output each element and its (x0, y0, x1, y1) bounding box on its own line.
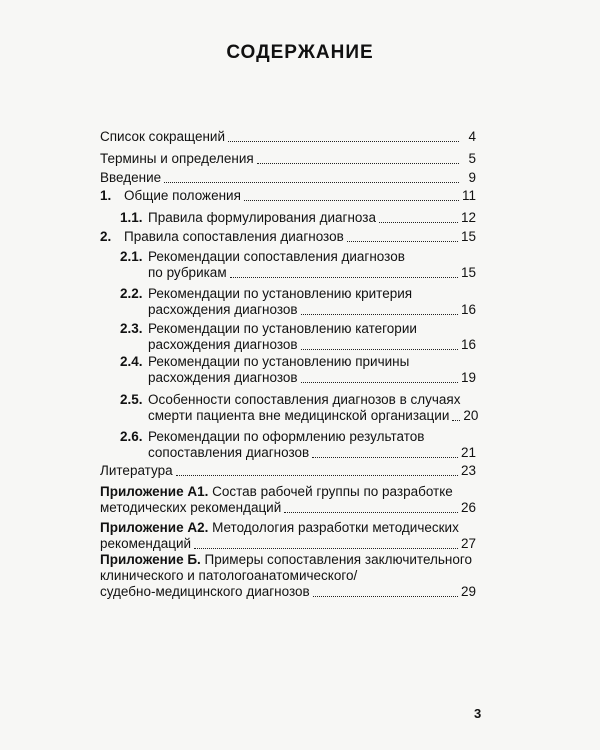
toc-entry-introduction[interactable] (100, 170, 476, 186)
toc-entry-text-continued: сопоставления диагнозов (148, 445, 310, 460)
toc-page-number: 11 (461, 188, 476, 203)
toc-entry-text: Состав рабочей группы по разработке (208, 484, 453, 499)
toc-entry-text-continued: рекомендаций (100, 536, 192, 551)
page-title: СОДЕРЖАНИЕ (226, 42, 374, 63)
toc-entry-text: Рекомендации по установлению категории (148, 321, 417, 336)
toc-entry-literature[interactable] (100, 463, 476, 479)
toc-section-number: 1.1. (120, 210, 143, 225)
toc-section-number: 1. (100, 188, 112, 203)
dot-leader (244, 200, 459, 201)
toc-page-number: 23 (460, 463, 476, 478)
toc-page-number: 4 (468, 129, 476, 144)
dot-leader (164, 182, 459, 183)
toc-entry-text: Рекомендации по установлению причины (148, 354, 410, 369)
toc-page-number: 5 (468, 151, 476, 166)
toc-entry-text: Список сокращений (100, 129, 226, 144)
toc-section-number: 2.2. (120, 286, 143, 301)
dot-leader (228, 141, 459, 142)
toc-entry-section-2-1[interactable] (100, 249, 476, 281)
toc-entry-text: Рекомендации по оформлению результатов (148, 429, 425, 444)
toc-page-number: 27 (460, 536, 476, 551)
toc-entry-text: Рекомендации сопоставления диагнозов (148, 249, 405, 264)
toc-section-number: 2.6. (120, 429, 143, 444)
toc-entry-section-2-4[interactable] (100, 354, 476, 386)
toc-entry-text: Термины и определения (100, 151, 254, 166)
toc-entry-section-2-6[interactable] (100, 429, 476, 461)
toc-page-number: 19 (460, 370, 476, 385)
toc-section-number: 2.4. (120, 354, 143, 369)
toc-entry-text: Правила формулирования диагноза (148, 210, 376, 225)
toc-page-number: 12 (460, 210, 476, 225)
toc-entry-text: Общие положения (124, 188, 241, 203)
toc-entry-section-1[interactable] (100, 188, 476, 204)
toc-page-number: 20 (463, 408, 479, 423)
toc-entry-section-2-5[interactable] (100, 392, 479, 424)
toc-page-number: 29 (460, 584, 476, 599)
dot-leader (284, 512, 458, 513)
toc-section-number: 2.5. (120, 392, 143, 407)
dot-leader (347, 241, 458, 242)
appendix-label: Приложение А2. (100, 520, 209, 535)
dot-leader (257, 163, 459, 164)
page-number: 3 (474, 706, 482, 721)
toc-page-number: 16 (460, 337, 476, 352)
dot-leader (230, 277, 458, 278)
toc-entry-text-continued: методических рекомендаций (100, 500, 282, 515)
toc-entry-text: Правила сопоставления диагнозов (124, 229, 344, 244)
toc-entry-section-2-2[interactable] (100, 286, 476, 318)
toc-entry-text-continued: расхождения диагнозов (148, 337, 298, 352)
appendix-label: Приложение А1. (100, 484, 209, 499)
toc-entry-text-continued: расхождения диагнозов (148, 370, 298, 385)
toc-entry-text-continued: расхождения диагнозов (148, 302, 298, 317)
toc-page-number: 16 (460, 302, 476, 317)
toc-entry-section-2[interactable] (100, 229, 476, 245)
dot-leader (301, 349, 458, 350)
toc-entry-text: Методология разработки методических (208, 520, 459, 535)
toc-entry-text: Введение (100, 170, 162, 185)
toc-entry-text: Литература (100, 463, 173, 478)
toc-entry-text-continued: клинического и патологоанатомического/ (100, 568, 358, 583)
toc-entry-terms[interactable] (100, 151, 476, 167)
appendix-label: Приложение Б. (100, 552, 201, 567)
toc-section-number: 2.3. (120, 321, 143, 336)
toc-entry-text-continued: по рубрикам (148, 265, 227, 280)
dot-leader (301, 314, 458, 315)
toc-page-number: 9 (468, 170, 476, 185)
toc-entry-appendix-a2[interactable] (100, 520, 476, 552)
toc-page-number: 26 (460, 500, 476, 515)
toc-page-number: 21 (460, 445, 476, 460)
dot-leader (379, 222, 458, 223)
toc-section-number: 2. (100, 229, 112, 244)
dot-leader (313, 596, 458, 597)
dot-leader (194, 548, 458, 549)
dot-leader (452, 420, 460, 421)
table-of-contents (100, 0, 479, 750)
toc-entry-text: Рекомендации по установлению критерия (148, 286, 413, 301)
toc-entry-text: Примеры сопоставления заключительного (200, 552, 473, 567)
toc-entry-appendix-a1[interactable] (100, 484, 476, 516)
dot-leader (312, 457, 458, 458)
toc-entry-appendix-b[interactable] (100, 552, 476, 600)
toc-entry-section-2-3[interactable] (100, 321, 476, 353)
toc-entry-abbreviations[interactable] (100, 129, 476, 145)
toc-entry-section-1-1[interactable] (100, 210, 476, 226)
toc-entry-text-continued: судебно-медицинского диагнозов (100, 584, 310, 599)
toc-entry-text-continued: смерти пациента вне медицинской организации (148, 408, 450, 423)
dot-leader (176, 475, 458, 476)
toc-page-number: 15 (460, 229, 476, 244)
dot-leader (301, 382, 458, 383)
toc-entry-text: Особенности сопоставления диагнозов в случаях (148, 392, 461, 407)
toc-page-number: 15 (460, 265, 476, 280)
toc-section-number: 2.1. (120, 249, 143, 264)
